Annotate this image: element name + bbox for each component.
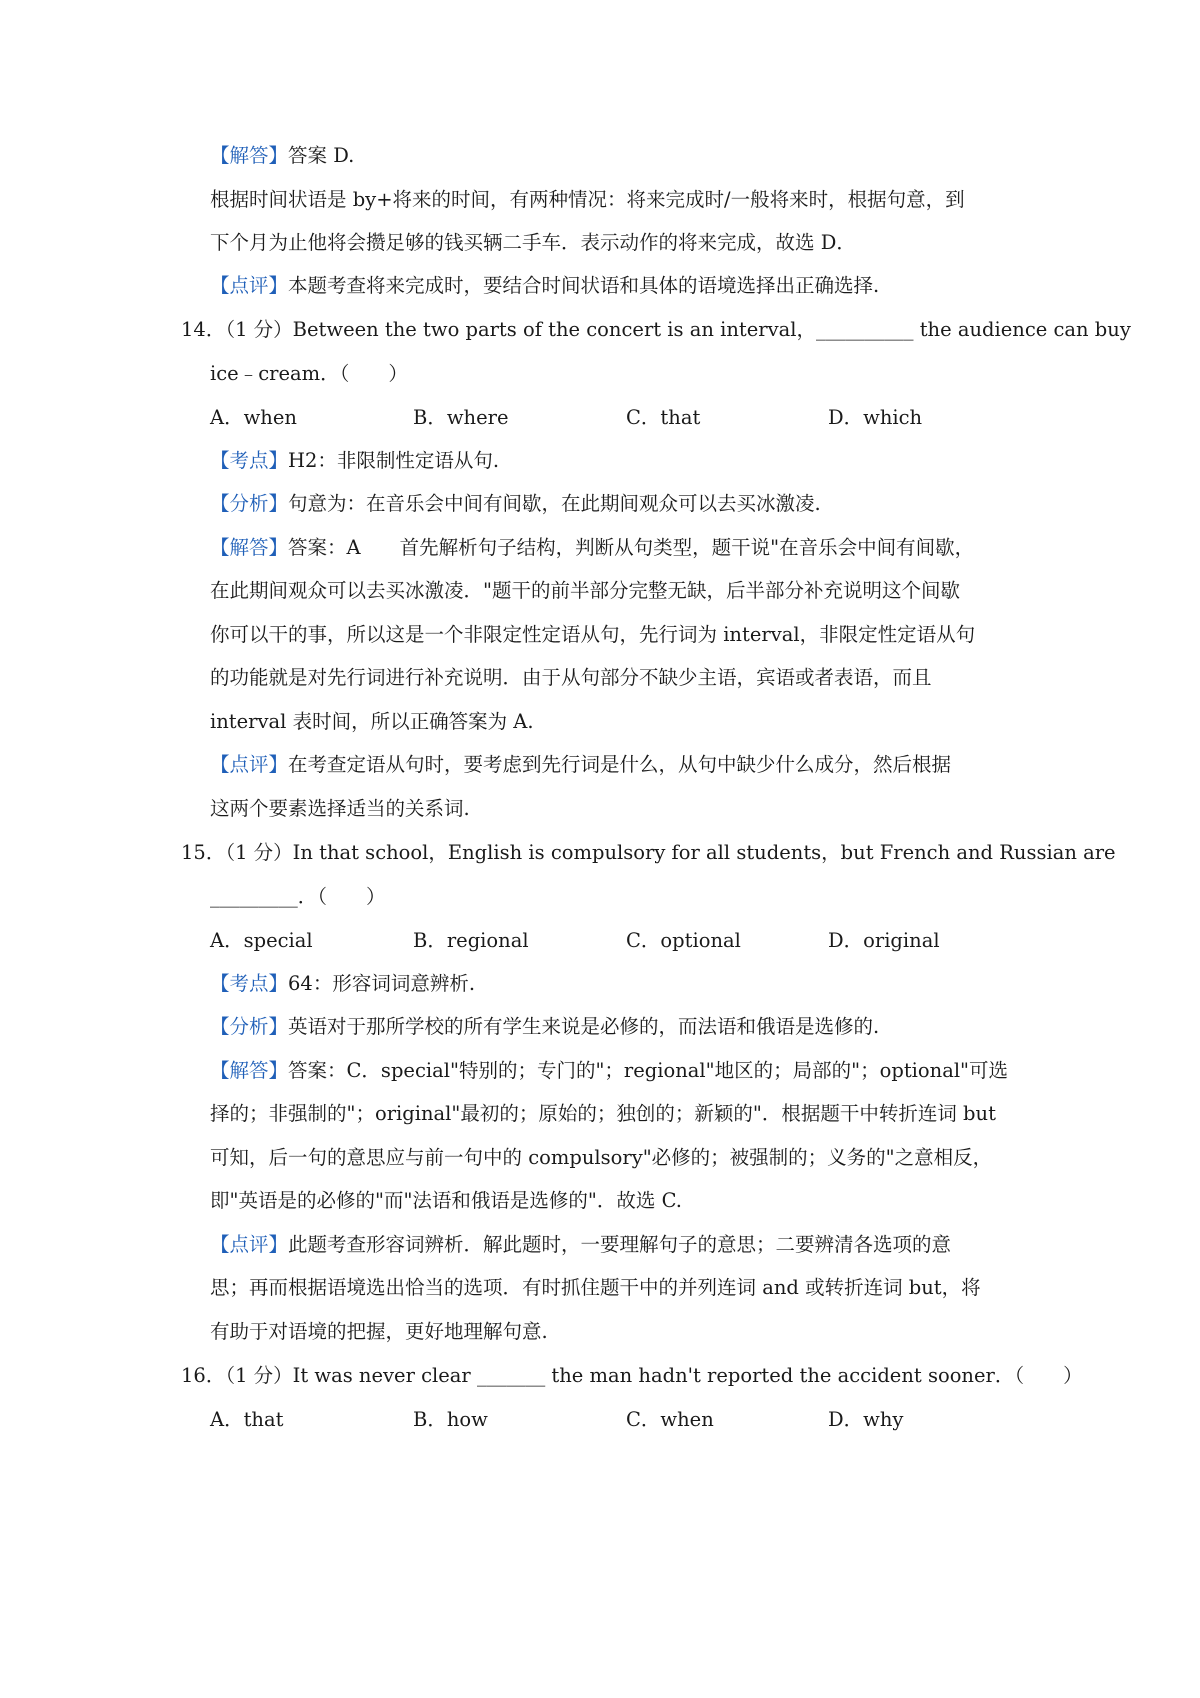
q14-answer — [210, 533, 974, 563]
q15-answer-line3: 可知，后一句的意思应与前一句中的 compulsory"必修的；被强制的；义务的"之意相反， — [210, 1146, 993, 1169]
answer-text: 答案 D. — [288, 144, 355, 167]
option-a: A．special — [210, 929, 313, 952]
q15-answer-line2: 择的；非强制的"；original"最初的；原始的；独创的；新颖的"．根据题干中转折连词 but — [210, 1102, 996, 1125]
q14-answer-line3: 你可以干的事，所以这是一个非限定性定语从句，先行词为 interval，非限定性定语从句 — [210, 623, 976, 646]
option-b: B．where — [413, 406, 509, 429]
point-text: H2：非限制性定语从句. — [288, 449, 500, 472]
q15-review — [210, 1230, 951, 1260]
q14-stem-line1: 14．（1 分）Between the two parts of the concert is an interval，__________ the audience can buy — [181, 318, 1131, 341]
q13-answer — [210, 141, 354, 171]
option-a: A．when — [210, 406, 297, 429]
q14-review — [210, 750, 951, 780]
q16-stem-line1: 16．（1 分）It was never clear _______ the man hadn't reported the accident sooner．（ ） — [181, 1364, 1083, 1387]
analysis-tag: 【分析】 — [210, 492, 289, 515]
option-a: A．that — [210, 1408, 284, 1431]
point-tag: 【考点】 — [210, 449, 289, 472]
q13-review — [210, 271, 879, 301]
option-d: D．why — [828, 1408, 904, 1431]
q14-analysis — [210, 489, 821, 519]
q15-analysis — [210, 1012, 879, 1042]
q14-answer-line4: 的功能就是对先行词进行补充说明．由于从句部分不缺少主语，宾语或者表语，而且 — [210, 666, 932, 689]
q15-answer-line4: 即"英语是的必修的"而"法语和俄语是选修的"．故选 C. — [210, 1189, 682, 1212]
q13-answer-line2: 下个月为止他将会攒足够的钱买辆二手车．表示动作的将来完成，故选 D． — [210, 231, 856, 254]
q13-answer-line1: 根据时间状语是 by+将来的时间，有两种情况：将来完成时/一般将来时，根据句意，到 — [210, 188, 965, 211]
option-d: D．original — [828, 929, 940, 952]
q14-stem-line2: ice﹣cream．（ ） — [210, 362, 408, 385]
review-tag: 【点评】 — [210, 753, 289, 776]
q14-point — [210, 446, 499, 476]
answer-tag: 【解答】 — [210, 1059, 289, 1082]
option-c: C．optional — [626, 929, 741, 952]
option-b: B．regional — [413, 929, 529, 952]
q15-options — [210, 926, 1010, 956]
review-tag: 【点评】 — [210, 1233, 289, 1256]
q15-point — [210, 969, 475, 999]
review-text: 在考查定语从句时，要考虑到先行词是什么，从句中缺少什么成分，然后根据 — [288, 753, 952, 776]
point-text: 64：形容词词意辨析. — [288, 972, 476, 995]
point-tag: 【考点】 — [210, 972, 289, 995]
analysis-text: 英语对于那所学校的所有学生来说是必修的，而法语和俄语是选修的. — [288, 1015, 880, 1038]
review-text: 此题考查形容词辨析．解此题时，一要理解句子的意思；二要辨清各选项的意 — [288, 1233, 952, 1256]
option-c: C．when — [626, 1408, 714, 1431]
q15-stem-line1: 15．（1 分）In that school，English is compulsory for all students，but French and Russian are — [181, 841, 1116, 864]
answer-tag: 【解答】 — [210, 144, 289, 167]
analysis-text: 句意为：在音乐会中间有间歇，在此期间观众可以去买冰激凌. — [288, 492, 821, 515]
q15-answer — [210, 1056, 1008, 1086]
analysis-tag: 【分析】 — [210, 1015, 289, 1038]
answer-text: 答案：A 首先解析句子结构，判断从句类型，题干说"在音乐会中间有间歇， — [288, 536, 975, 559]
option-b: B．how — [413, 1408, 488, 1431]
option-c: C．that — [626, 406, 701, 429]
q14-review-line2: 这两个要素选择适当的关系词. — [210, 797, 470, 820]
q15-review-line3: 有助于对语境的把握，更好地理解句意. — [210, 1320, 548, 1343]
review-tag: 【点评】 — [210, 274, 289, 297]
q16-options — [210, 1405, 1010, 1435]
answer-text: 答案：C．special"特别的；专门的"；regional"地区的；局部的"；optional"可选 — [288, 1059, 1009, 1082]
q14-answer-line2: 在此期间观众可以去买冰激凌．"题干的前半部分完整无缺，后半部分补充说明这个间歇 — [210, 579, 960, 602]
q15-stem-line2: _________．（ ） — [210, 885, 386, 908]
q14-answer-line5: interval 表时间，所以正确答案为 A. — [210, 710, 534, 733]
review-text: 本题考查将来完成时，要结合时间状语和具体的语境选择出正确选择. — [288, 274, 880, 297]
q14-options — [210, 403, 1010, 433]
option-d: D．which — [828, 406, 923, 429]
q15-review-line2: 思；再而根据语境选出恰当的选项．有时抓住题干中的并列连词 and 或转折连词 but，将 — [210, 1276, 981, 1299]
answer-tag: 【解答】 — [210, 536, 289, 559]
